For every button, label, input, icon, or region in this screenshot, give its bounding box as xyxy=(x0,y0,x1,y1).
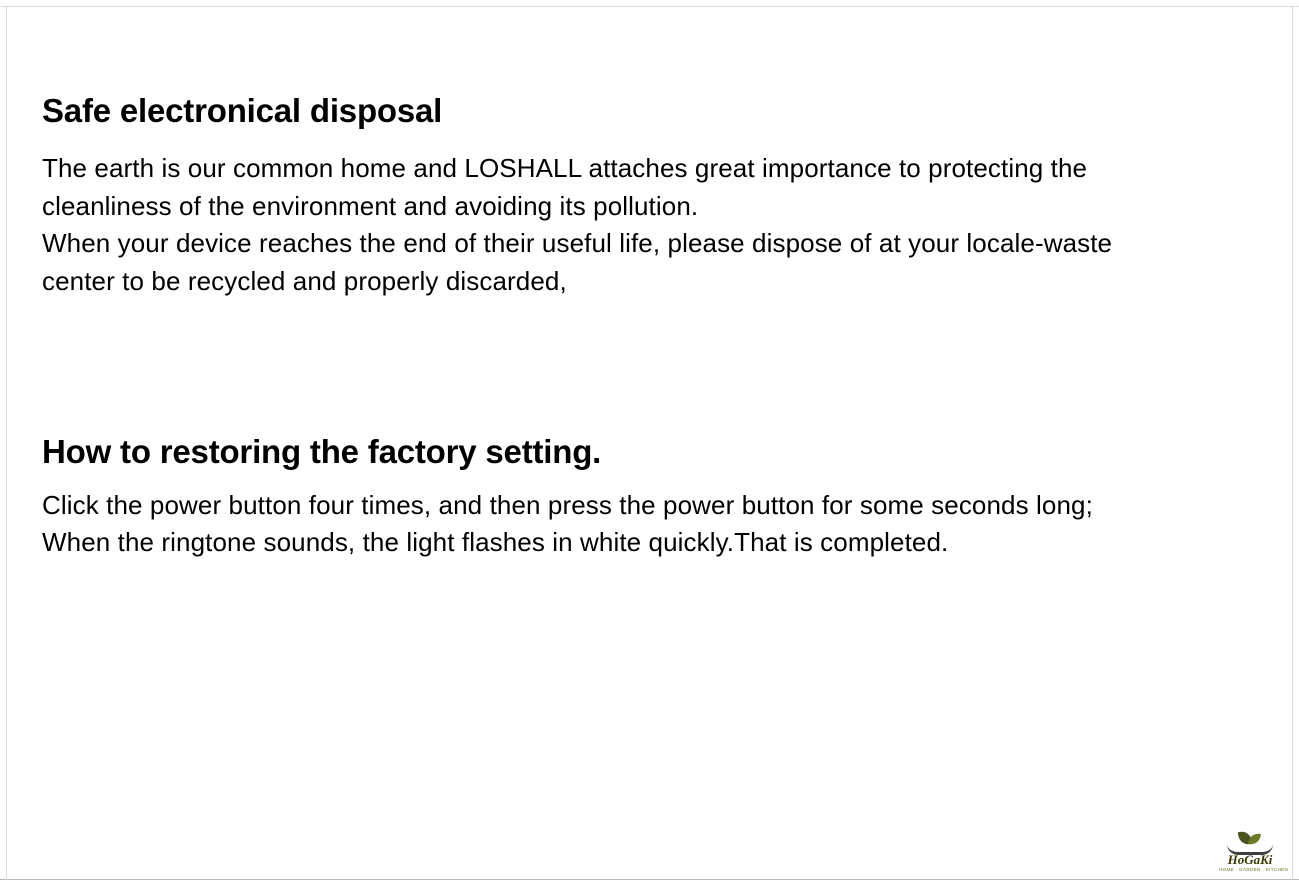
swoosh-icon xyxy=(1227,844,1273,855)
section-heading-safe-disposal: Safe electronical disposal xyxy=(42,92,443,129)
body-line: When your device reaches the end of their useful life, please dispose of at your locale-waste xyxy=(42,228,1113,259)
page-border-bottom xyxy=(0,879,1299,880)
section-heading-factory-reset: How to restoring the factory setting. xyxy=(42,432,602,470)
body-line: When the ringtone sounds, the light flashes in white quickly.That is completed. xyxy=(42,527,949,558)
section-safe-disposal xyxy=(42,92,1252,301)
body-line: center to be recycled and properly discarded, xyxy=(42,266,567,296)
document-content xyxy=(42,92,1252,562)
logo-tagline: HOME . GARDEN . KITCHEN xyxy=(1219,867,1289,872)
body-line: Click the power button four times, and then press the power button for some seconds long; xyxy=(42,489,1093,520)
body-line: cleanliness of the environment and avoiding its pollution. xyxy=(42,190,699,221)
section-spacer xyxy=(42,301,1252,433)
section-body-safe-disposal xyxy=(42,150,1252,301)
logo-wordmark: HoGaKi xyxy=(1227,852,1273,867)
section-body-factory-reset xyxy=(42,487,1252,562)
page-border-right xyxy=(1292,6,1293,880)
brand-logo xyxy=(1219,830,1289,872)
body-line: The earth is our common home and LOSHALL attaches great importance to protecting the xyxy=(42,152,1088,183)
page-border-top xyxy=(0,6,1299,7)
section-factory-reset xyxy=(42,433,1252,562)
leaf-icon xyxy=(1219,830,1281,852)
page-border-left xyxy=(6,6,7,880)
